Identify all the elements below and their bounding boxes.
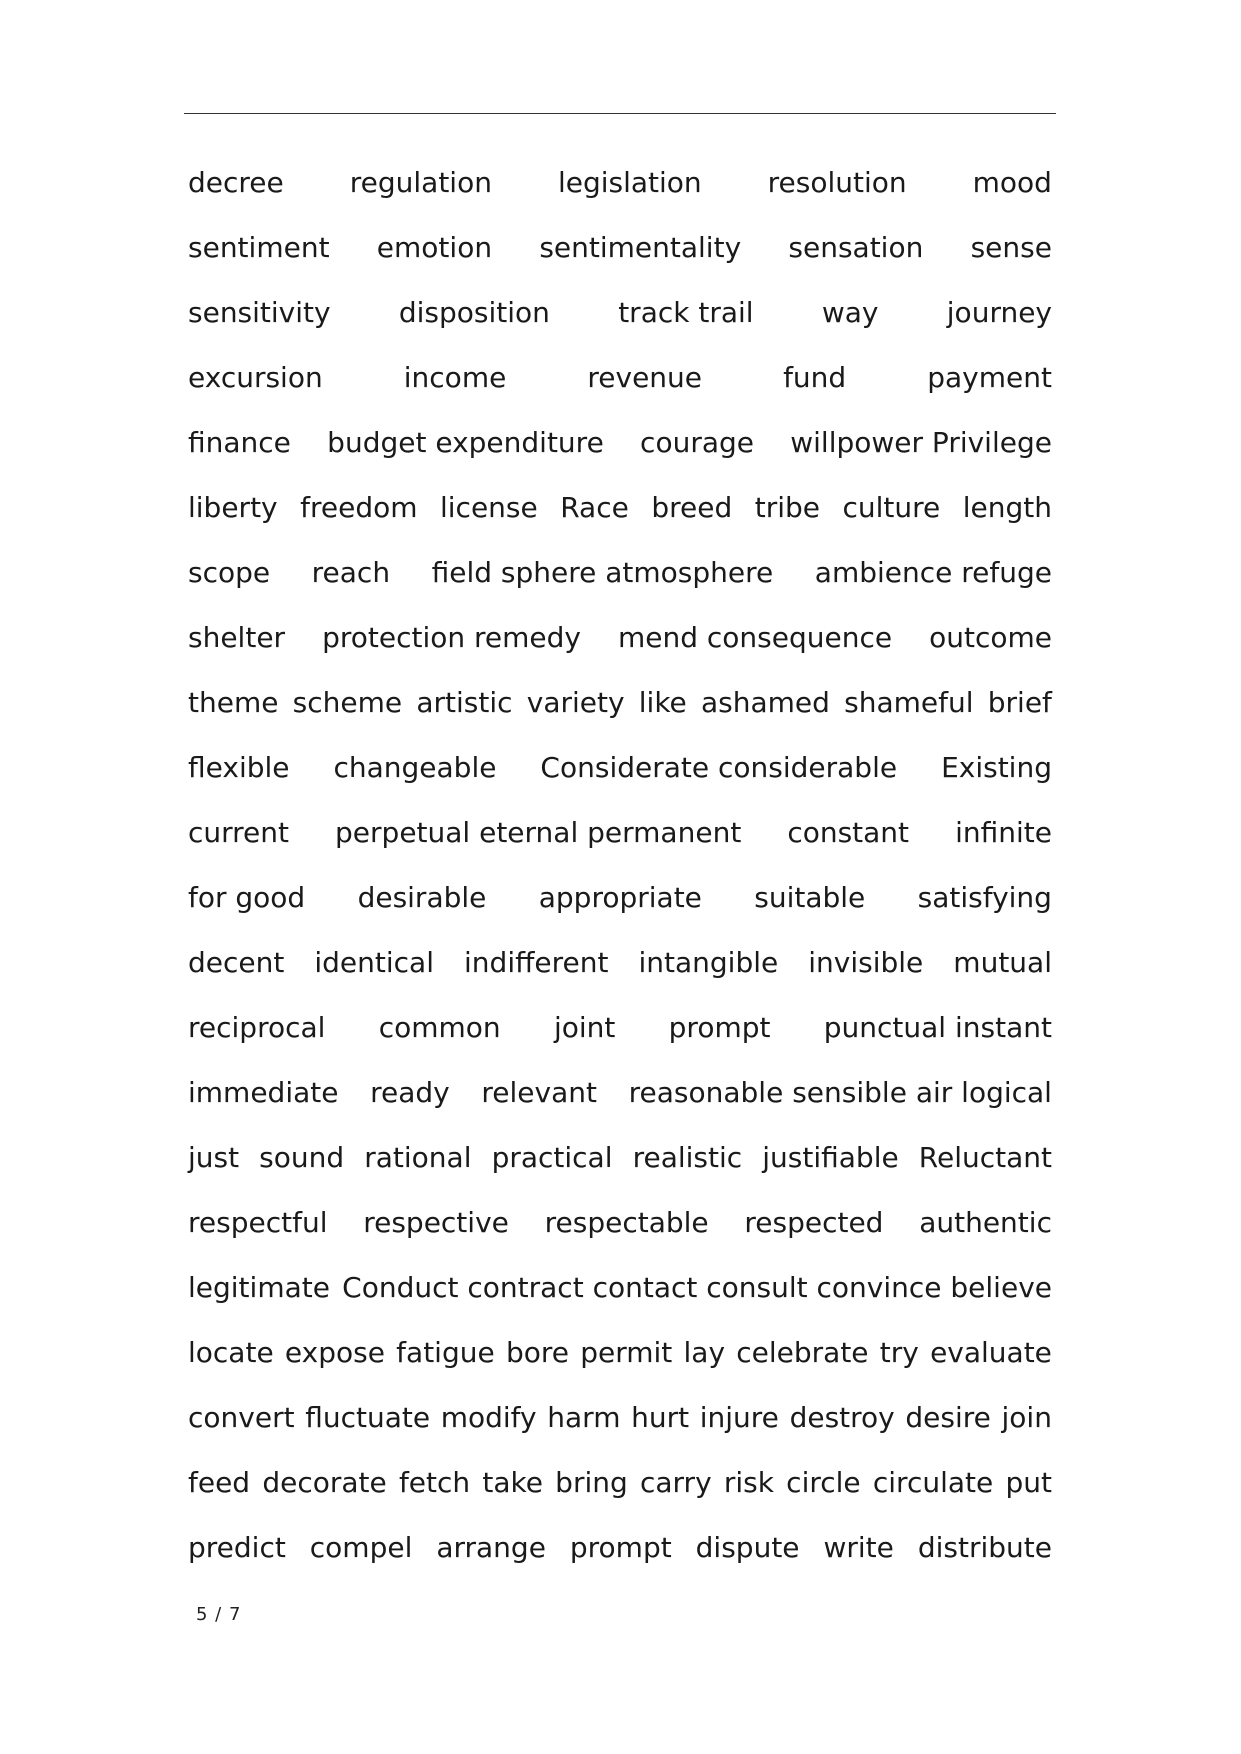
word: mutual: [953, 946, 1052, 979]
word: modify: [440, 1401, 537, 1434]
word: shelter: [188, 621, 286, 654]
word: punctual instant: [823, 1011, 1052, 1044]
word: liberty: [188, 491, 278, 524]
text-line: [188, 280, 1052, 345]
word: just: [188, 1141, 240, 1174]
word: infinite: [955, 816, 1052, 849]
word: protection remedy: [322, 621, 581, 654]
word: fluctuate: [305, 1401, 431, 1434]
word: locate: [188, 1336, 274, 1369]
word: invisible: [808, 946, 924, 979]
word: justifiable: [762, 1141, 899, 1174]
word: current: [188, 816, 290, 849]
word: respected: [744, 1206, 884, 1239]
word: intangible: [638, 946, 779, 979]
word: excursion: [188, 361, 323, 394]
word: scheme: [292, 686, 403, 719]
word: predict: [188, 1531, 286, 1564]
word: regulation: [349, 166, 492, 199]
word: track trail: [618, 296, 754, 329]
word: decorate: [262, 1466, 387, 1499]
word: sense: [970, 231, 1052, 264]
text-line: [188, 605, 1052, 670]
word: carry: [639, 1466, 712, 1499]
word: prompt: [668, 1011, 771, 1044]
text-line: [188, 865, 1052, 930]
word: take: [482, 1466, 543, 1499]
word: join: [1001, 1401, 1052, 1434]
word: reach: [311, 556, 391, 589]
vocabulary-list: [188, 150, 1052, 1580]
word: immediate: [188, 1076, 339, 1109]
text-line: [188, 1190, 1052, 1255]
word: try: [879, 1336, 919, 1369]
word: write: [823, 1531, 894, 1564]
word: ashamed: [701, 686, 830, 719]
word: bring: [555, 1466, 628, 1499]
word: revenue: [587, 361, 703, 394]
word: sound: [259, 1141, 345, 1174]
word: theme: [188, 686, 279, 719]
text-line: [188, 1125, 1052, 1190]
word: circulate: [872, 1466, 994, 1499]
word: destroy: [789, 1401, 895, 1434]
word: prompt: [569, 1531, 672, 1564]
word: courage: [640, 426, 754, 459]
word: legitimate: [188, 1271, 330, 1304]
word: shameful: [844, 686, 974, 719]
word: breed: [651, 491, 733, 524]
word: way: [821, 296, 879, 329]
word: relevant: [481, 1076, 597, 1109]
word: reciprocal: [188, 1011, 326, 1044]
text-line: [188, 1320, 1052, 1385]
word: convert: [188, 1401, 295, 1434]
word: like: [638, 686, 687, 719]
word: brief: [987, 686, 1052, 719]
word: decree: [188, 166, 284, 199]
word: expose: [284, 1336, 385, 1369]
word: injure: [699, 1401, 779, 1434]
text-line: [188, 1060, 1052, 1125]
word: bore: [505, 1336, 569, 1369]
word: respective: [363, 1206, 509, 1239]
word: perpetual eternal permanent: [335, 816, 742, 849]
word: mend consequence: [617, 621, 893, 654]
word: dispute: [695, 1531, 800, 1564]
word: compel: [309, 1531, 413, 1564]
word: respectable: [544, 1206, 709, 1239]
word: desire: [905, 1401, 991, 1434]
word: payment: [927, 361, 1052, 394]
word: feed: [188, 1466, 251, 1499]
word: changeable: [333, 751, 497, 784]
word: Existing: [941, 751, 1052, 784]
word: artistic: [416, 686, 513, 719]
header-rule: [184, 113, 1056, 114]
text-line: [188, 150, 1052, 215]
word: risk: [723, 1466, 774, 1499]
word: willpower Privilege: [790, 426, 1052, 459]
word: journey: [946, 296, 1052, 329]
word: desirable: [357, 881, 487, 914]
word: license: [439, 491, 538, 524]
word: ready: [370, 1076, 450, 1109]
word: permit: [580, 1336, 673, 1369]
word: lay: [683, 1336, 726, 1369]
word: sensitivity: [188, 296, 331, 329]
word: hurt: [631, 1401, 690, 1434]
word: fetch: [398, 1466, 471, 1499]
text-line: [188, 930, 1052, 995]
word: suitable: [754, 881, 866, 914]
text-line: [188, 215, 1052, 280]
text-line: [188, 1515, 1052, 1580]
word: decent: [188, 946, 285, 979]
word: ambience refuge: [814, 556, 1052, 589]
word: practical: [491, 1141, 613, 1174]
word: satisfying: [917, 881, 1052, 914]
word: tribe: [754, 491, 820, 524]
word: circle: [786, 1466, 861, 1499]
word: sensation: [788, 231, 924, 264]
word: scope: [188, 556, 271, 589]
word: fund: [783, 361, 847, 394]
word: harm: [547, 1401, 621, 1434]
page-number: 5 / 7: [196, 1604, 242, 1625]
text-line: [188, 1385, 1052, 1450]
word: joint: [553, 1011, 616, 1044]
text-line: [188, 540, 1052, 605]
text-line: [188, 800, 1052, 865]
word: constant: [787, 816, 910, 849]
text-line: [188, 410, 1052, 475]
text-line: [188, 670, 1052, 735]
word: legislation: [557, 166, 702, 199]
text-line: [188, 1255, 1052, 1320]
word: realistic: [632, 1141, 743, 1174]
word: field sphere atmosphere: [431, 556, 774, 589]
text-line: [188, 475, 1052, 540]
word: flexible: [188, 751, 290, 784]
text-line: [188, 345, 1052, 410]
word: authentic: [919, 1206, 1052, 1239]
word: budget expenditure: [327, 426, 604, 459]
word: respectful: [188, 1206, 328, 1239]
word: for good: [188, 881, 306, 914]
word: sentimentality: [539, 231, 742, 264]
word: common: [378, 1011, 501, 1044]
text-line: [188, 735, 1052, 800]
word: freedom: [300, 491, 418, 524]
word: celebrate: [736, 1336, 869, 1369]
word: indifferent: [464, 946, 609, 979]
text-line: [188, 1450, 1052, 1515]
word: mood: [972, 166, 1052, 199]
word: length: [962, 491, 1052, 524]
word: evaluate: [930, 1336, 1052, 1369]
word: variety: [526, 686, 625, 719]
word: rational: [364, 1141, 472, 1174]
word: identical: [314, 946, 434, 979]
word: distribute: [917, 1531, 1052, 1564]
text-line: [188, 995, 1052, 1060]
word: emotion: [376, 231, 493, 264]
word: fatigue: [396, 1336, 495, 1369]
word: put: [1005, 1466, 1052, 1499]
word: Race: [560, 491, 629, 524]
word: arrange: [436, 1531, 546, 1564]
word: appropriate: [538, 881, 702, 914]
word: outcome: [929, 621, 1052, 654]
word: resolution: [767, 166, 907, 199]
word: disposition: [398, 296, 550, 329]
word: finance: [188, 426, 291, 459]
word: culture: [842, 491, 941, 524]
word: Reluctant: [918, 1141, 1052, 1174]
word: income: [403, 361, 507, 394]
word: sentiment: [188, 231, 330, 264]
word: reasonable sensible air logical: [628, 1076, 1052, 1109]
word: Conduct contract contact consult convince believe: [342, 1271, 1052, 1304]
word: Considerate considerable: [540, 751, 898, 784]
